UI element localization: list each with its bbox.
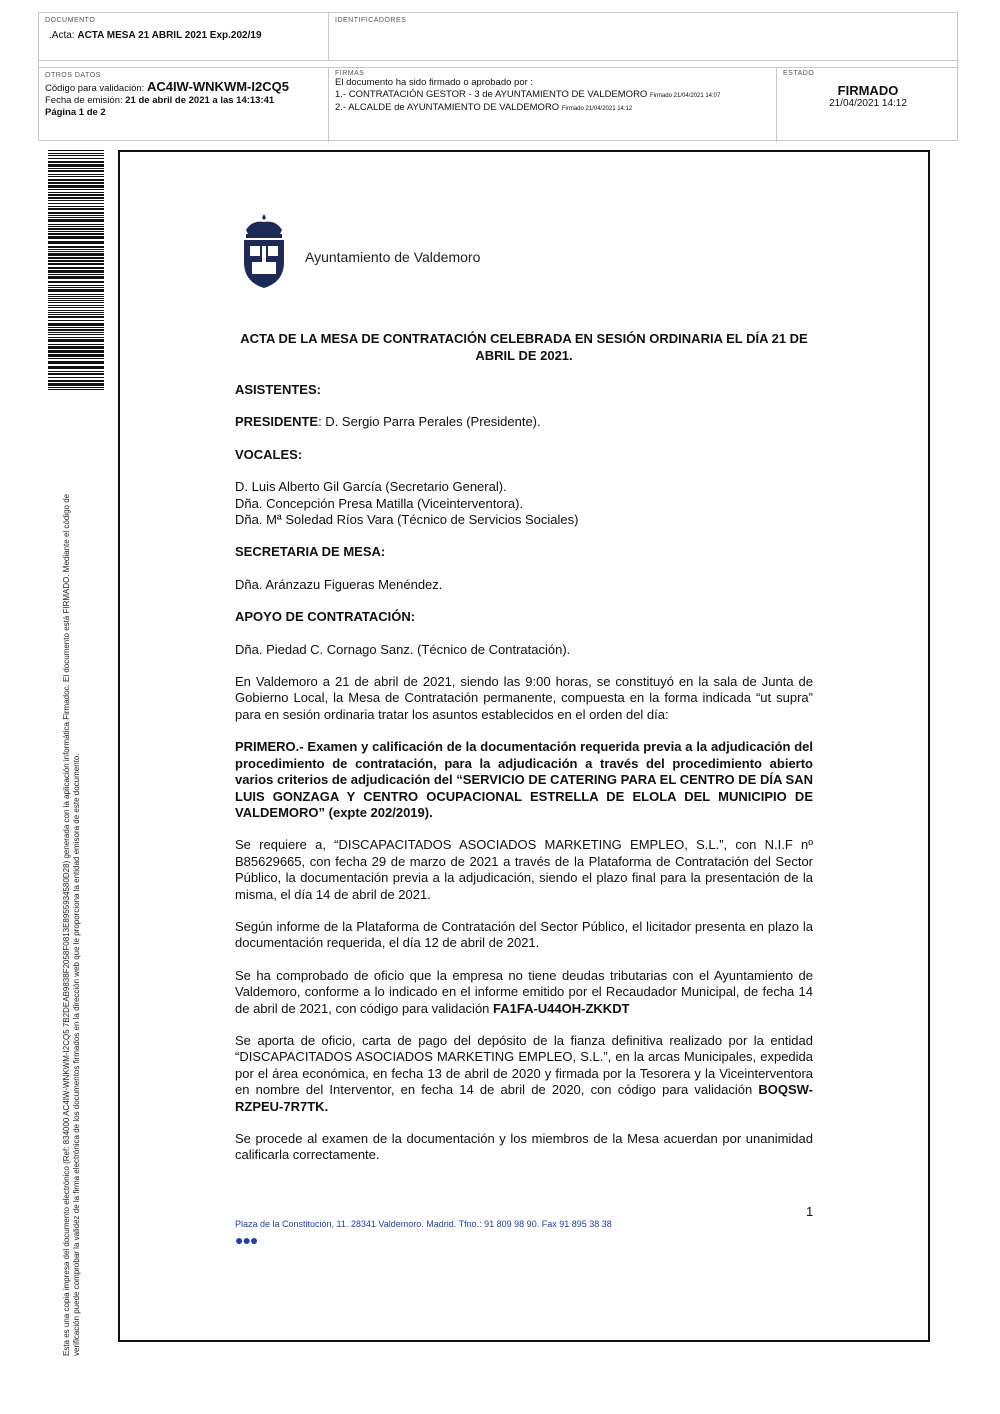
paragraph-1: Se requiere a, “DISCAPACITADOS ASOCIADOS MARKETING EMPLEO, S.L.”, con N.I.F nº B85629665, con fecha 29 de marzo de 2021 a través de la Plataforma de Contratación del Sector Público, la documentación previa a la adjudicación, siendo el plazo final para la presentación de la misma, el día 14 de abril de 2021. — [235, 837, 813, 902]
validation-code-line: Código para validación: AC4IW-WNKWM-I2CQ5 — [45, 79, 289, 94]
apoyo-value: Dña. Piedad C. Cornago Sanz. (Técnico de Contratación). — [235, 641, 571, 657]
firma-1: 1.- CONTRATACIÓN GESTOR - 3 de AYUNTAMIENTO DE VALDEMORO Firmado 21/04/2021 14:07 — [335, 89, 721, 100]
documento-title: .Acta: ACTA MESA 21 ABRIL 2021 Exp.202/19 — [49, 30, 262, 41]
barcode — [48, 150, 104, 390]
emission-date-line: Fecha de emisión: 21 de abril de 2021 a las 14:13:41 — [45, 95, 275, 106]
document-page — [118, 150, 930, 1342]
validation-code: AC4IW-WNKWM-I2CQ5 — [146, 79, 289, 94]
documento-label: DOCUMENTO — [45, 17, 96, 24]
coat-of-arms-logo — [238, 212, 290, 290]
identificadores-label: IDENTIFICADORES — [335, 17, 407, 24]
primero-paragraph: PRIMERO.- Examen y calificación de la documentación requerida previa a la adjudicación del procedimiento de contratación, para la adjudicación a través del procedimiento abierto varios criterios de adjudicación del “SERVICIO DE CATERING PARA EL CENTRO DE DÍA SAN LUIS GONZAGA Y CENTRO OCUPACIONAL ESTRELLA DE ELOLA DEL MUNICIPIO DE VALDEMORO” (expte 202/2019). — [235, 739, 813, 820]
secretaria-value: Dña. Aránzazu Figueras Menéndez. — [235, 576, 443, 592]
paragraph-2: Según informe de la Plataforma de Contratación del Sector Público, el licitador presenta en plazo la documentación requerida, el día 12 de abril de 2021. — [235, 918, 813, 951]
firmas-cell — [329, 68, 777, 142]
document-title: ACTA DE LA MESA DE CONTRATACIÓN CELEBRADA EN SESIÓN ORDINARIA EL DÍA 21 DE ABRIL DE 2021. — [240, 331, 808, 363]
side-verification-text: Esta es una copia impresa del documento electrónico (Ref: 834000 AC4IW-WNKWM-I2CQ5 7B2DEAB9838F2058F0813E8955934580D28) generada con la aplicación informática Firmadoc. El documento está FIRMADO. Mediante el código de verificación puede comprobar la validez de la firma electrónica de los documentos firmados en la dirección web que le proporciona la entidad emisora de este documento. — [62, 493, 81, 1356]
identificadores-cell — [329, 13, 959, 61]
header-divider — [39, 61, 959, 68]
signature-header — [38, 12, 958, 141]
paragraph-4: Se aporta de oficio, carta de pago del depósito de la fianza definitiva realizado por la entidad “DISCAPACITADOS ASOCIADOS MARKETING EMPLEO, S.L.”, en la arcas Municipales, expedida por el área económica, en fecha 13 de abril de 2020 y firmada por la Tesorera y la Viceinterventora en nombre del Interventor, en fecha 14 de abril de 2020, con código para validación BOQSW-RZPEU-7R7TK. — [235, 1032, 813, 1114]
document-body — [235, 330, 813, 1164]
paragraph-5: Se procede al examen de la documentación y los miembros de la Mesa acuerdan por unanimidad calificarla correctamente. — [235, 1131, 813, 1163]
intro-paragraph: En Valdemoro a 21 de abril de 2021, siendo las 9:00 horas, se constituyó en la sala de Junta de Gobierno Local, la Mesa de Contratación permanente, compuesta en la forma indicada “ut supra” para en sesión ordinaria tratar los asuntos establecidos en el orden del día: — [235, 674, 813, 722]
vocales-heading: VOCALES: — [235, 446, 303, 462]
page-count: Página 1 de 2 — [45, 107, 106, 118]
footer-dots: ●●● — [235, 1232, 258, 1248]
organization-name: Ayuntamiento de Valdemoro — [305, 249, 481, 265]
paragraph-3: Se ha comprobado de oficio que la empresa no tiene deudas tributarias con el Ayuntamiento de Valdemoro, conforme a lo indicado en el informe emitido por el Recaudador Municipal, de fecha 14 de abril de 2021, con código para validación FA1FA-U44OH-ZKKDT — [235, 967, 813, 1016]
vocal-1: D. Luis Alberto Gil García (Secretario General). — [235, 479, 507, 495]
firmas-intro: El documento ha sido firmado o aprobado por : — [335, 77, 534, 88]
vocal-2: Dña. Concepción Presa Matilla (Viceinterventora). — [235, 495, 524, 511]
estado-date: 21/04/2021 14:12 — [829, 98, 907, 109]
footer-address: Plaza de la Constitución, 11. 28341 Valdemoro. Madrid. Tfno.: 91 809 98 90. Fax 91 895 38 38 — [235, 1219, 612, 1229]
recaudacion-code: FA1FA-U44OH-ZKKDT — [493, 1000, 630, 1016]
estado-label: ESTADO — [783, 70, 815, 77]
otros-datos-label: OTROS DATOS — [45, 72, 101, 79]
vocal-3: Dña. Mª Soledad Ríos Vara (Técnico de Servicios Sociales) — [235, 512, 579, 528]
firmas-label: FIRMAS — [335, 70, 365, 77]
otros-datos-cell — [39, 68, 329, 142]
fianza-code: BOQSW-RZPEU-7R7TK. — [235, 1082, 813, 1114]
asistentes-heading: ASISTENTES: — [235, 382, 321, 397]
documento-cell — [39, 13, 329, 61]
page-number: 1 — [806, 1204, 814, 1219]
estado-cell — [777, 68, 959, 142]
presidente-line: PRESIDENTE: D. Sergio Parra Perales (Presidente). — [235, 414, 541, 430]
estado-value: FIRMADO — [837, 83, 899, 98]
apoyo-heading: APOYO DE CONTRATACIÓN: — [235, 609, 416, 625]
firma-2: 2.- ALCALDE de AYUNTAMIENTO DE VALDEMORO Firmado 21/04/2021 14:12 — [335, 102, 633, 113]
secretaria-heading: SECRETARIA DE MESA: — [235, 544, 386, 560]
